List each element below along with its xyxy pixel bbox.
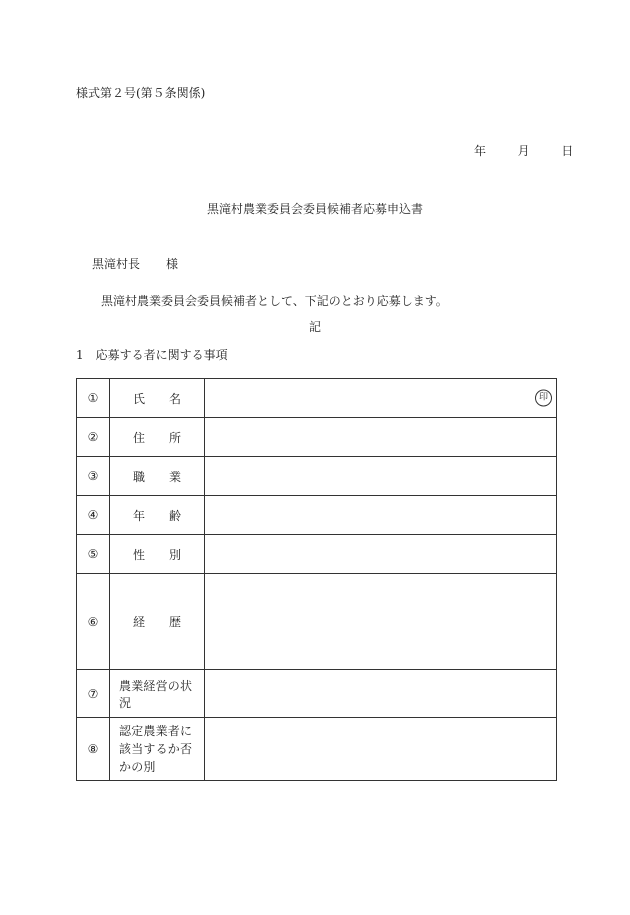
date-year: 年	[474, 144, 487, 158]
section-heading	[76, 346, 228, 363]
row-number: ④	[77, 496, 110, 535]
table-row-age	[77, 496, 557, 535]
certified-farmer-field[interactable]	[205, 718, 557, 781]
name-field[interactable]	[205, 379, 557, 418]
row-number: ②	[77, 418, 110, 457]
form-number: 様式第２号(第５条関係)	[76, 86, 206, 100]
row-number: ③	[77, 457, 110, 496]
farm-status-field[interactable]	[205, 670, 557, 718]
section-number: 1	[76, 348, 84, 362]
date-day: 日	[561, 144, 574, 158]
table-row-gender	[77, 535, 557, 574]
row-number: ⑧	[77, 718, 110, 781]
table-row-career	[77, 574, 557, 670]
section-title: 応募する者に関する事項	[95, 348, 228, 362]
addressee-suffix: 様	[166, 257, 179, 271]
row-label-name: 氏名	[110, 379, 205, 418]
row-number: ①	[77, 379, 110, 418]
row-number: ⑤	[77, 535, 110, 574]
row-label-farm-status: 農業経営の状況	[110, 670, 205, 718]
occupation-field[interactable]	[205, 457, 557, 496]
career-field[interactable]	[205, 574, 557, 670]
date-line	[474, 142, 573, 159]
row-label-occupation: 職業	[110, 457, 205, 496]
row-number: ⑦	[77, 670, 110, 718]
gender-field[interactable]	[205, 535, 557, 574]
seal-mark-icon: 印	[535, 390, 552, 407]
age-field[interactable]	[205, 496, 557, 535]
ki-heading: 記	[308, 320, 321, 334]
row-number: ⑥	[77, 574, 110, 670]
document-title: 黒滝村農業委員会委員候補者応募申込書	[206, 202, 423, 216]
row-label-age: 年齢	[110, 496, 205, 535]
row-label-career: 経歴	[110, 574, 205, 670]
table-row-address	[77, 418, 557, 457]
table-row-occupation	[77, 457, 557, 496]
row-label-certified-farmer: 認定農業者に該当するか否かの別	[110, 718, 205, 781]
row-label-address: 住所	[110, 418, 205, 457]
addressee	[92, 255, 178, 272]
table-row-farm-status	[77, 670, 557, 718]
date-month: 月	[517, 144, 530, 158]
table-row-certified-farmer	[77, 718, 557, 781]
address-field[interactable]	[205, 418, 557, 457]
intro-text: 黒滝村農業委員会委員候補者として、下記のとおり応募します。	[101, 294, 448, 308]
table-row-name	[77, 379, 557, 418]
applicant-info-table	[76, 378, 557, 781]
row-label-gender: 性別	[110, 535, 205, 574]
addressee-name: 黒滝村長	[92, 257, 141, 271]
